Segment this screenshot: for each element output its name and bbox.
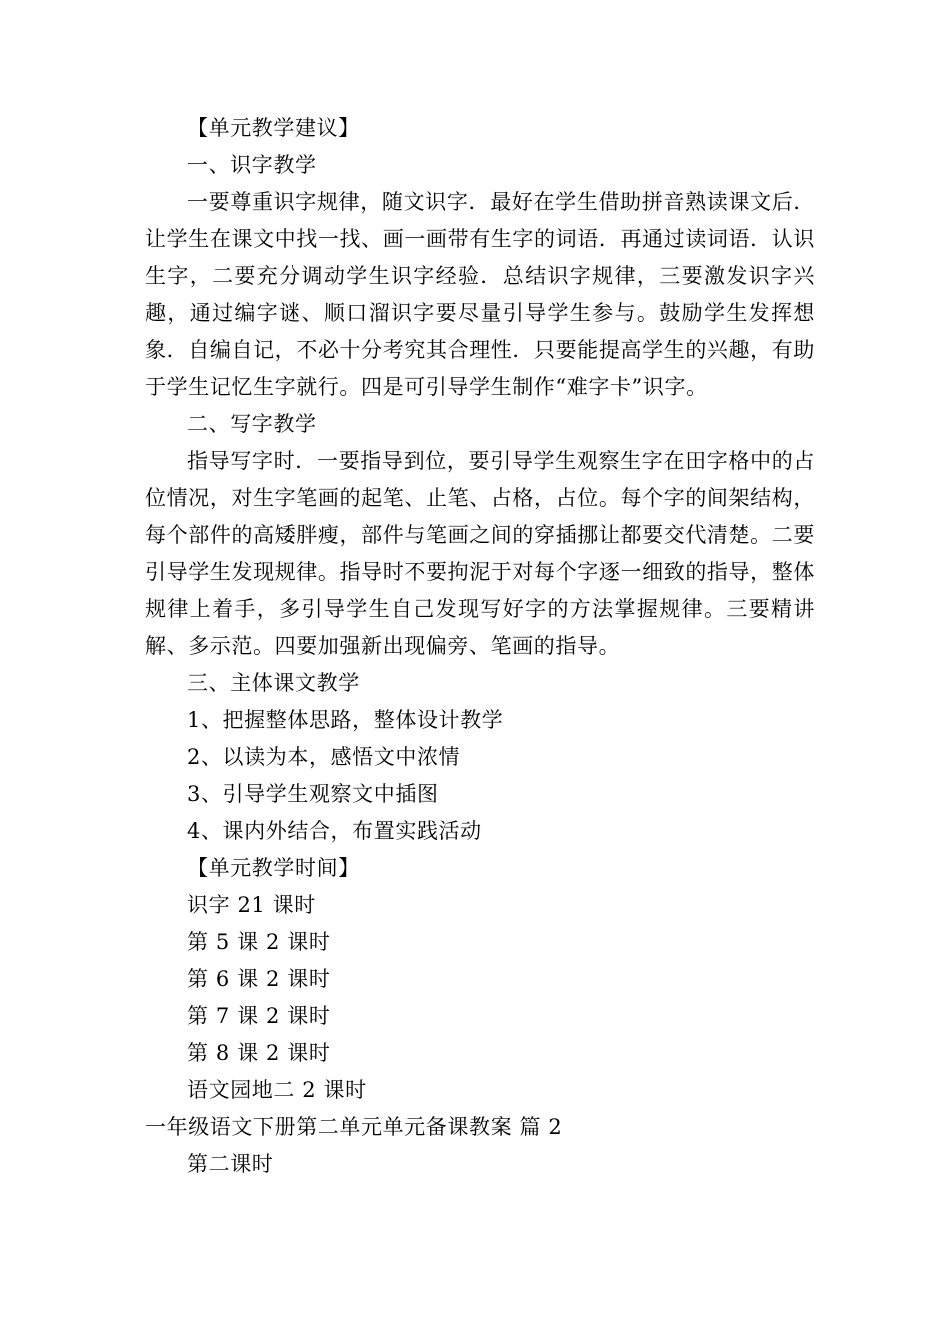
- suggestion-heading: 【单元教学建议】: [187, 116, 360, 140]
- list-item: 2、以读为本，感悟文中浓情: [187, 745, 461, 769]
- paragraph-literacy: 一要尊重识字规律，随文识字．最好在学生借助拼音熟读课文后．让学生在课文中找一找、画一画带有生字的词语．再通过读词语．认识生字，二要充分调动学生识字经验．总结识字规律，三要激发识字兴趣，通过编字谜、顺口溜识字要尽量引导学生参与。鼓励学生发挥想象．自编自记，不必十分考究其合理性．只要能提高学生的兴趣，有助于学生记忆生字就行。四是可引导学生制作“难字卡”识字。: [145, 190, 815, 399]
- time-item: 第 7 课 2 课时: [187, 1004, 331, 1028]
- time-item: 识字 21 课时: [187, 893, 316, 917]
- section-title-main-text: 三、主体课文教学: [187, 671, 360, 695]
- time-item: 第 8 课 2 课时: [187, 1041, 331, 1065]
- paragraph-writing: 指导写字时．一要指导到位，要引导学生观察生字在田字格中的占位情况，对生字笔画的起笔、止笔、占格，占位。每个字的间架结构，每个部件的高矮胖瘦，部件与笔画之间的穿插挪让都要交代清楚。二要引导学生发现规律。指导时不要拘泥于对每个字逐一细致的指导，整体规律上着手，多引导学生自己发现写好字的方法掌握规律。三要精讲解、多示范。四要加强新出现偏旁、笔画的指导。: [145, 449, 815, 658]
- time-item: 语文园地二 2 课时: [187, 1078, 367, 1102]
- time-item: 第 5 课 2 课时: [187, 930, 331, 954]
- document-page: [145, 110, 815, 1183]
- list-item: 3、引导学生观察文中插图: [187, 782, 439, 806]
- next-document-title: 一年级语文下册第二单元单元备课教案 篇 2: [145, 1115, 563, 1139]
- section-title-literacy: 一、识字教学: [187, 153, 317, 177]
- time-item: 第 6 课 2 课时: [187, 967, 331, 991]
- list-item: 4、课内外结合，布置实践活动: [187, 819, 482, 843]
- list-item: 1、把握整体思路，整体设计教学: [187, 708, 504, 732]
- next-document-subtitle: 第二课时: [187, 1152, 274, 1176]
- time-heading: 【单元教学时间】: [187, 856, 360, 880]
- section-title-writing: 二、写字教学: [187, 412, 317, 436]
